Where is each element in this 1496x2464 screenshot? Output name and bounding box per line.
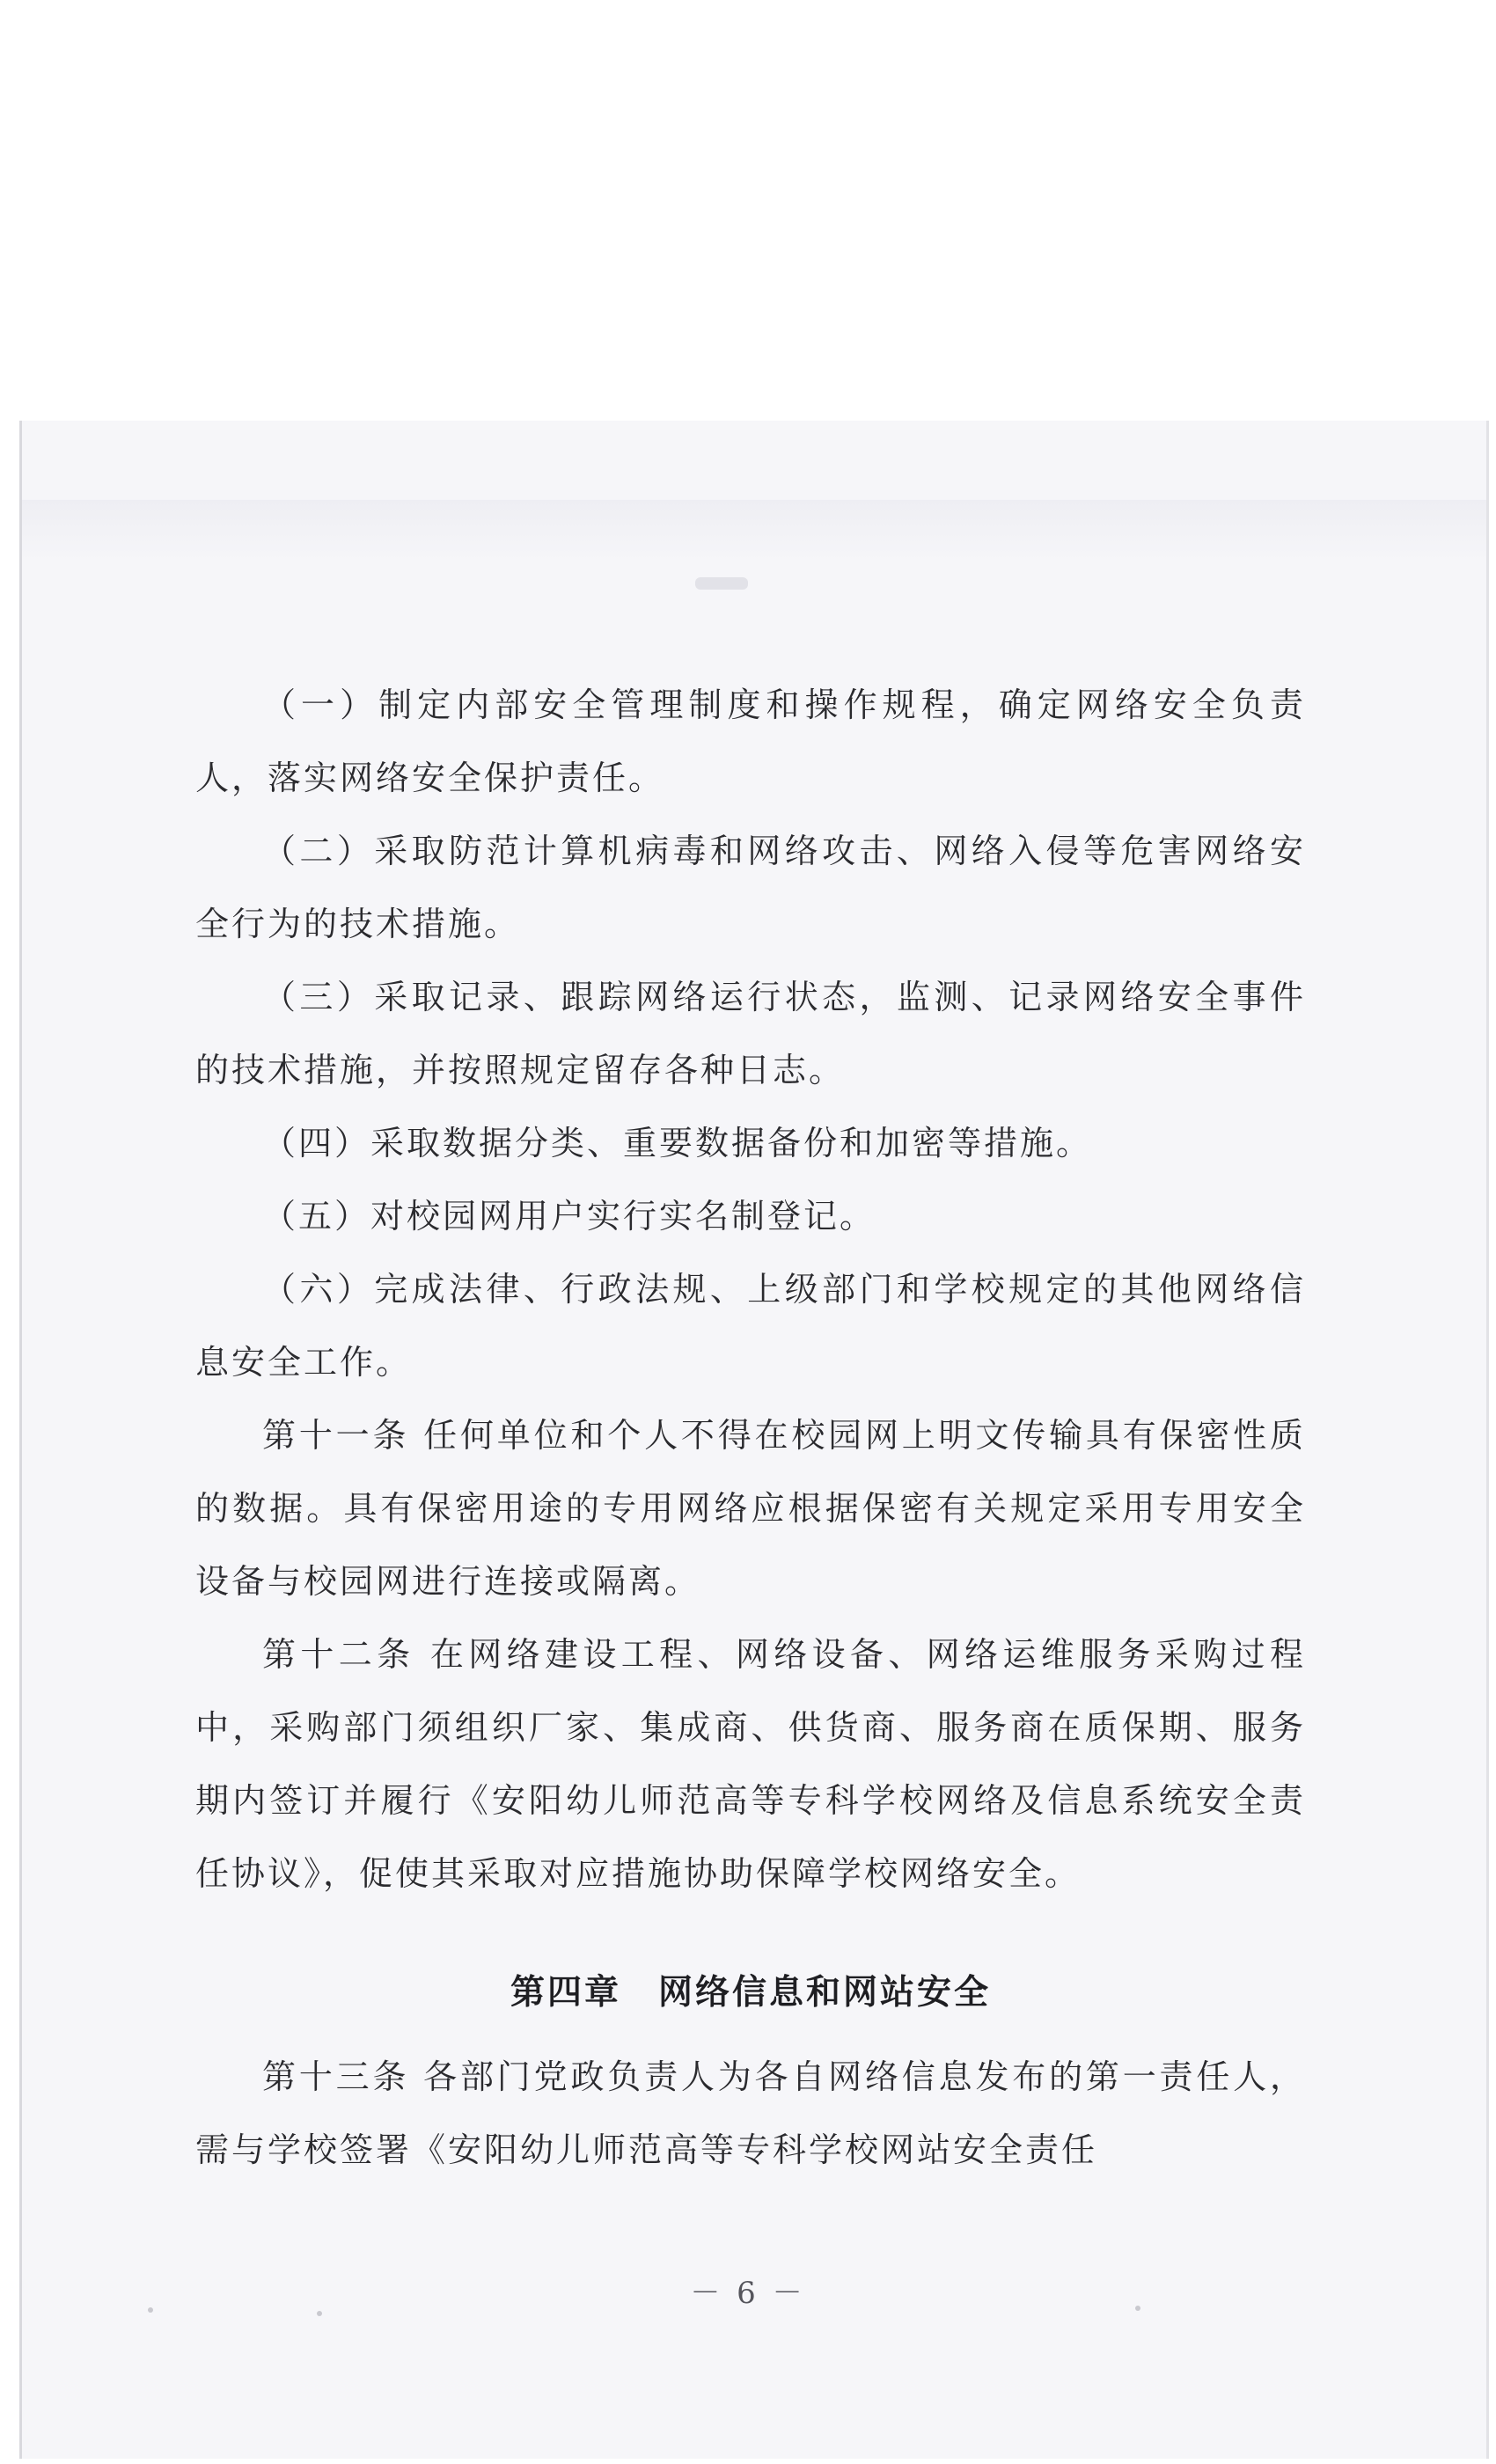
- article-13: 第十三条 各部门党政负责人为各自网络信息发布的第一责任人，需与学校签署《安阳幼儿师范高等专科学校网站安全责任: [195, 2057, 1306, 2169]
- scan-speck: [317, 2311, 322, 2316]
- page-number: － 6 －: [690, 2276, 806, 2311]
- faint-header-mark: [695, 577, 748, 590]
- document-body: [195, 669, 1306, 2187]
- scan-speck: [1135, 2306, 1140, 2311]
- paragraph-item-5: （五）对校园网用户实行实名制登记。: [262, 1197, 876, 1236]
- article-11: 第十一条 任何单位和个人不得在校园网上明文传输具有保密性质的数据。具有保密用途的专用网络应根据保密有关规定采用专用安全设备与校园网进行连接或隔离。: [195, 1416, 1306, 1601]
- paragraph-item-4: （四）采取数据分类、重要数据备份和加密等措施。: [262, 1124, 1093, 1162]
- chapter-title: 第四章 网络信息和网站安全: [510, 1973, 991, 2013]
- paragraph-item-6: （六）完成法律、行政法规、上级部门和学校规定的其他网络信息安全工作。: [195, 1270, 1306, 1382]
- paragraph-item-2: （二）采取防范计算机病毒和网络攻击、网络入侵等危害网络安全行为的技术措施。: [195, 832, 1306, 943]
- paragraph-item-3: （三）采取记录、跟踪网络运行状态，监测、记录网络安全事件的技术措施，并按照规定留存各种日志。: [195, 978, 1306, 1089]
- paragraph-item-1: （一）制定内部安全管理制度和操作规程，确定网络安全负责人，落实网络安全保护责任。: [195, 686, 1306, 797]
- article-12: 第十二条 在网络建设工程、网络设备、网络运维服务采购过程中，采购部门须组织厂家、集成商、供货商、服务商在质保期、服务期内签订并履行《安阳幼儿师范高等专科学校网络及信息系统安全责任协议》，促使其采取对应措施协助保障学校网络安全。: [195, 1635, 1306, 1893]
- scan-speck: [148, 2307, 153, 2313]
